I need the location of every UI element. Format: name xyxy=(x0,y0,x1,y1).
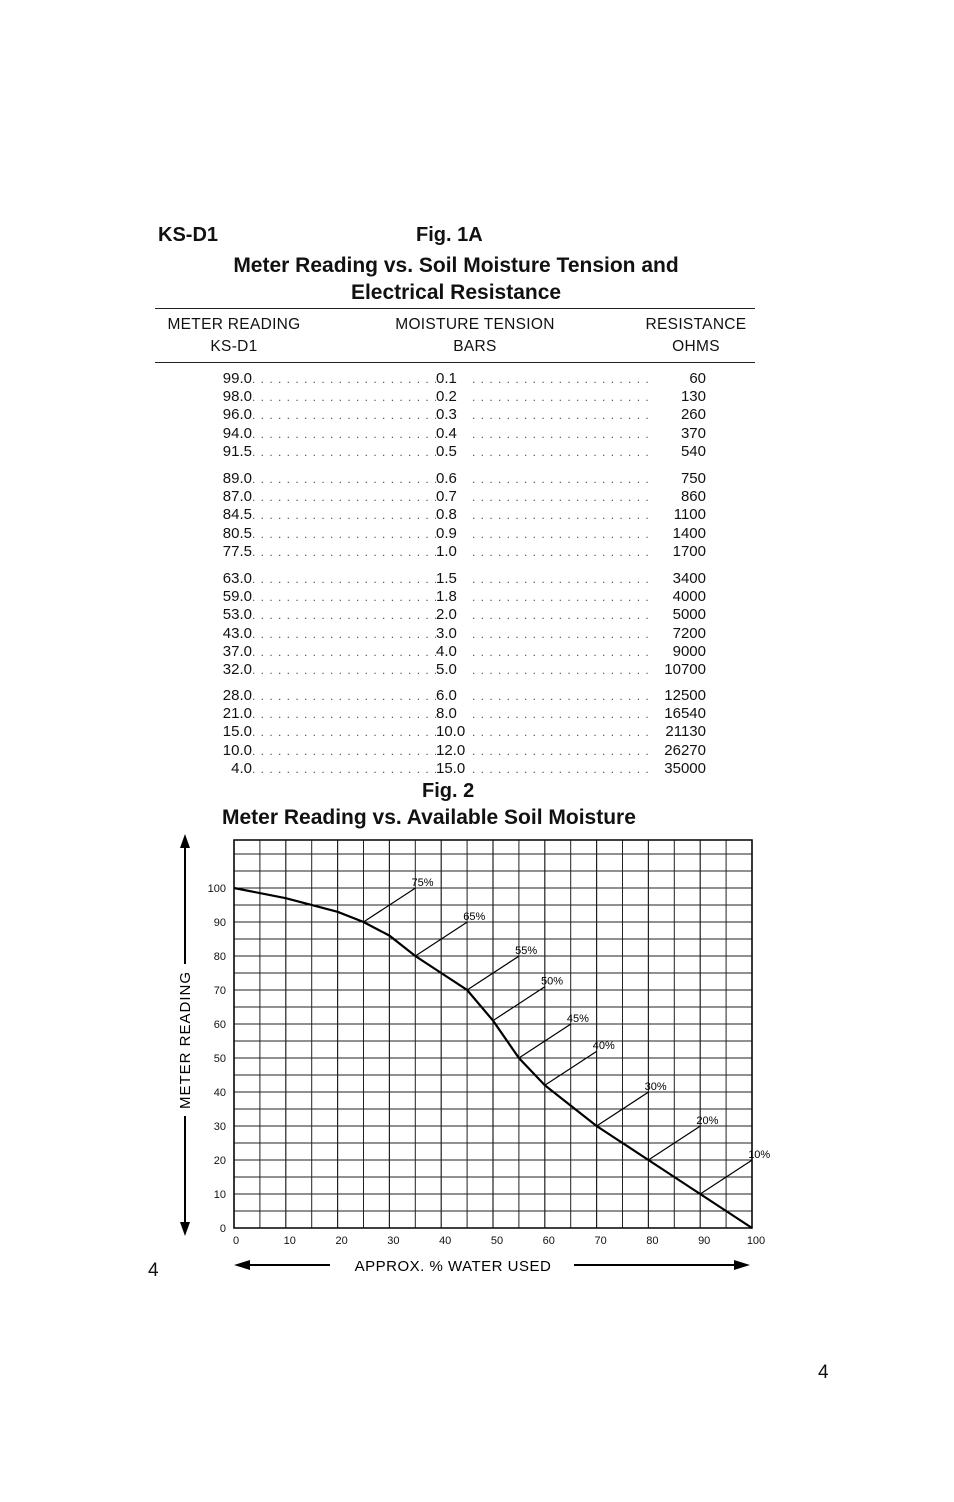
page-number-right: 4 xyxy=(818,1362,829,1383)
annotation-label: 45% xyxy=(566,1013,589,1025)
leader-dots xyxy=(252,661,436,679)
resistance-cell: 4000 xyxy=(672,588,706,606)
table-row xyxy=(208,406,718,424)
table-row xyxy=(208,543,718,561)
x-tick-label: 90 xyxy=(698,1235,711,1247)
leader-dots xyxy=(472,388,648,406)
figure-1a-title-line-2: Electrical Resistance xyxy=(350,281,562,304)
x-tick-label: 30 xyxy=(387,1235,400,1247)
figure-1a-title xyxy=(156,252,756,306)
resistance-cell: 260 xyxy=(680,406,706,424)
table-group xyxy=(208,687,718,778)
leader-dots xyxy=(252,388,436,406)
moisture-tension-cell: 15.0 xyxy=(436,759,466,777)
leader-dots xyxy=(252,742,436,760)
resistance-cell: 9000 xyxy=(672,642,706,660)
leader-dots xyxy=(472,687,648,705)
x-tick-label: 0 xyxy=(232,1235,240,1247)
meter-reading-cell: 94.0 xyxy=(222,424,252,442)
column-header-meter-reading-line-1: METER READING xyxy=(167,316,301,333)
moisture-tension-cell: 0.8 xyxy=(436,506,457,524)
leader-dots xyxy=(472,760,648,778)
x-axis-arrow-head-right xyxy=(734,1260,750,1270)
table-row xyxy=(208,687,718,705)
table-row xyxy=(208,570,718,588)
x-tick-label: 60 xyxy=(542,1235,555,1247)
column-header-resistance-line-2: OHMS xyxy=(672,338,720,355)
leader-dots xyxy=(252,705,436,723)
annotation-label: 75% xyxy=(411,877,434,889)
x-tick-label: 40 xyxy=(439,1235,452,1247)
table-group xyxy=(208,370,718,461)
leader-dots xyxy=(252,606,436,624)
resistance-cell: 26270 xyxy=(664,741,706,759)
table-group xyxy=(208,570,718,679)
page-number-left: 4 xyxy=(148,1260,159,1281)
leader-dots xyxy=(252,406,436,424)
meter-reading-cell: 32.0 xyxy=(222,660,252,678)
leader-dots xyxy=(472,525,648,543)
moisture-tension-cell: 0.3 xyxy=(436,406,457,424)
meter-reading-cell: 43.0 xyxy=(222,624,252,642)
y-tick-label: 50 xyxy=(213,1053,226,1065)
moisture-tension-cell: 0.1 xyxy=(436,370,457,387)
annotation-label: 40% xyxy=(592,1040,615,1053)
meter-reading-cell: 59.0 xyxy=(222,588,252,606)
resistance-cell: 370 xyxy=(680,424,706,442)
leader-dots xyxy=(252,625,436,643)
leader-dots xyxy=(472,488,648,506)
meter-reading-cell: 15.0 xyxy=(222,723,252,741)
table-row xyxy=(208,742,718,760)
meter-reading-cell: 91.5 xyxy=(222,442,252,460)
column-header-moisture-tension xyxy=(372,314,578,358)
moisture-tension-cell: 12.0 xyxy=(436,741,466,759)
resistance-cell: 750 xyxy=(680,470,706,487)
figure-1a-title-line-1: Meter Reading vs. Soil Moisture Tension and xyxy=(233,254,679,277)
column-header-moisture-tension-line-2: BARS xyxy=(453,338,497,355)
moisture-tension-cell: 6.0 xyxy=(436,687,457,704)
leader-dots xyxy=(252,488,436,506)
moisture-tension-cell: 3.0 xyxy=(436,624,457,642)
moisture-tension-cell: 1.0 xyxy=(436,542,457,560)
leader-dots xyxy=(252,588,436,606)
leader-dots xyxy=(252,760,436,778)
moisture-tension-cell: 0.4 xyxy=(436,424,457,442)
table-row xyxy=(208,588,718,606)
y-tick-label: 80 xyxy=(213,951,226,963)
resistance-cell: 7200 xyxy=(672,624,706,642)
y-tick-label: 60 xyxy=(213,1019,226,1031)
meter-reading-cell: 28.0 xyxy=(222,687,252,704)
table-row xyxy=(208,643,718,661)
resistance-cell: 860 xyxy=(680,488,706,506)
moisture-tension-cell: 0.2 xyxy=(436,388,457,406)
x-axis-arrow-head-left xyxy=(234,1260,250,1270)
leader-dots xyxy=(472,506,648,524)
leader-dots xyxy=(472,742,648,760)
resistance-cell: 12500 xyxy=(664,687,706,704)
leader-dots xyxy=(472,705,648,723)
leader-dots xyxy=(252,370,436,388)
column-header-meter-reading xyxy=(154,314,314,358)
x-tick-label: 20 xyxy=(335,1235,348,1247)
table-group xyxy=(208,470,718,561)
meter-reading-cell: 96.0 xyxy=(222,406,252,424)
resistance-cell: 1100 xyxy=(673,506,706,524)
soil-moisture-chart xyxy=(170,832,780,1282)
y-tick-label: 20 xyxy=(213,1155,226,1167)
y-tick-label: 0 xyxy=(219,1223,226,1235)
table-row xyxy=(208,625,718,643)
table-row xyxy=(208,506,718,524)
x-tick-label: 100 xyxy=(746,1235,766,1247)
column-header-resistance xyxy=(634,314,758,358)
annotation-label: 65% xyxy=(463,911,486,923)
table-row xyxy=(208,370,718,388)
leader-dots xyxy=(472,570,648,588)
leader-dots xyxy=(472,543,648,561)
y-axis-arrow-head-up xyxy=(180,834,190,848)
table-row xyxy=(208,760,718,778)
resistance-cell: 16540 xyxy=(664,705,706,723)
moisture-tension-cell: 1.8 xyxy=(436,588,457,606)
annotation-label: 55% xyxy=(515,945,538,957)
table-row xyxy=(208,525,718,543)
meter-reading-cell: 80.5 xyxy=(222,524,252,542)
table-row xyxy=(208,488,718,506)
meter-reading-cell: 10.0 xyxy=(222,741,252,759)
moisture-tension-cell: 2.0 xyxy=(436,606,457,624)
y-tick-label: 70 xyxy=(213,985,226,997)
meter-reading-cell: 99.0 xyxy=(222,370,252,387)
y-tick-label: 10 xyxy=(213,1189,226,1201)
x-tick-label: 10 xyxy=(283,1235,296,1247)
leader-dots xyxy=(252,687,436,705)
figure-2-label: Fig. 2 xyxy=(422,780,475,802)
table-row xyxy=(208,425,718,443)
y-tick-label: 100 xyxy=(207,883,226,895)
leader-dots xyxy=(252,643,436,661)
leader-dots xyxy=(252,506,436,524)
leader-dots xyxy=(472,723,648,741)
resistance-cell: 1400 xyxy=(672,524,706,542)
resistance-cell: 130 xyxy=(680,388,706,406)
moisture-tension-cell: 10.0 xyxy=(436,723,466,741)
table-row xyxy=(208,661,718,679)
y-axis-label: METER READING xyxy=(177,970,194,1110)
meter-reading-cell: 77.5 xyxy=(222,542,252,560)
resistance-cell: 21130 xyxy=(665,723,706,741)
y-axis-arrow-head-down xyxy=(180,1222,190,1236)
x-tick-label: 80 xyxy=(646,1235,659,1247)
annotation-label: 30% xyxy=(644,1081,667,1093)
y-tick-label: 30 xyxy=(213,1121,226,1133)
x-tick-label: 50 xyxy=(490,1235,504,1247)
moisture-tension-cell: 4.0 xyxy=(436,642,457,660)
leader-dots xyxy=(472,625,648,643)
annotation-label: 20% xyxy=(696,1115,719,1127)
leader-dots xyxy=(252,723,436,741)
leader-dots xyxy=(472,406,648,424)
leader-dots xyxy=(252,525,436,543)
moisture-tension-cell: 0.6 xyxy=(436,470,457,487)
table-row xyxy=(208,443,718,461)
table-row xyxy=(208,470,718,488)
resistance-cell: 3400 xyxy=(672,570,706,587)
column-header-resistance-line-1: RESISTANCE xyxy=(645,316,747,333)
moisture-tension-cell: 8.0 xyxy=(436,705,457,723)
meter-reading-cell: 37.0 xyxy=(222,642,252,660)
leader-dots xyxy=(472,470,648,488)
leader-dots xyxy=(252,570,436,588)
resistance-cell: 5000 xyxy=(672,606,706,624)
meter-reading-cell: 89.0 xyxy=(222,470,252,487)
meter-reading-cell: 4.0 xyxy=(231,759,252,777)
meter-reading-cell: 21.0 xyxy=(222,705,252,723)
meter-reading-cell: 63.0 xyxy=(222,570,252,587)
y-tick-label: 90 xyxy=(213,917,226,929)
meter-reading-cell: 53.0 xyxy=(222,606,252,624)
leader-dots xyxy=(472,425,648,443)
table-row xyxy=(208,606,718,624)
leader-dots xyxy=(252,425,436,443)
leader-dots xyxy=(472,643,648,661)
figure-2-title: Meter Reading vs. Available Soil Moisture xyxy=(222,806,636,829)
annotation-label: 50% xyxy=(541,975,564,988)
table-row xyxy=(208,388,718,406)
table-header-rule xyxy=(155,362,755,363)
column-header-meter-reading-line-2: KS-D1 xyxy=(210,338,258,355)
moisture-tension-cell: 1.5 xyxy=(436,570,457,587)
leader-dots xyxy=(252,543,436,561)
moisture-tension-cell: 0.5 xyxy=(436,442,457,460)
x-axis-label: APPROX. % WATER USED xyxy=(354,1258,552,1275)
resistance-cell: 10700 xyxy=(664,660,706,678)
meter-reading-cell: 98.0 xyxy=(222,388,252,406)
column-header-moisture-tension-line-1: MOISTURE TENSION xyxy=(395,316,555,333)
figure-1a-label: Fig. 1A xyxy=(416,224,483,246)
y-tick-label: 40 xyxy=(213,1087,226,1099)
leader-dots xyxy=(472,661,648,679)
table-top-rule xyxy=(155,308,755,309)
leader-dots xyxy=(472,443,648,461)
moisture-tension-cell: 0.9 xyxy=(436,524,457,542)
resistance-cell: 540 xyxy=(680,442,706,460)
x-tick-label: 70 xyxy=(594,1235,607,1247)
model-label: KS-D1 xyxy=(158,224,219,246)
table-row xyxy=(208,723,718,741)
resistance-cell: 35000 xyxy=(664,759,706,777)
leader-dots xyxy=(472,370,648,388)
resistance-cell: 1700 xyxy=(672,542,706,560)
resistance-cell: 60 xyxy=(689,370,706,387)
leader-dots xyxy=(472,606,648,624)
leader-dots xyxy=(252,470,436,488)
leader-dots xyxy=(472,588,648,606)
leader-dots xyxy=(252,443,436,461)
table-row xyxy=(208,705,718,723)
meter-reading-cell: 84.5 xyxy=(222,506,252,524)
annotation-label: 10% xyxy=(748,1149,771,1161)
moisture-tension-cell: 0.7 xyxy=(436,488,457,506)
moisture-tension-cell: 5.0 xyxy=(436,660,457,678)
meter-reading-cell: 87.0 xyxy=(222,488,252,506)
